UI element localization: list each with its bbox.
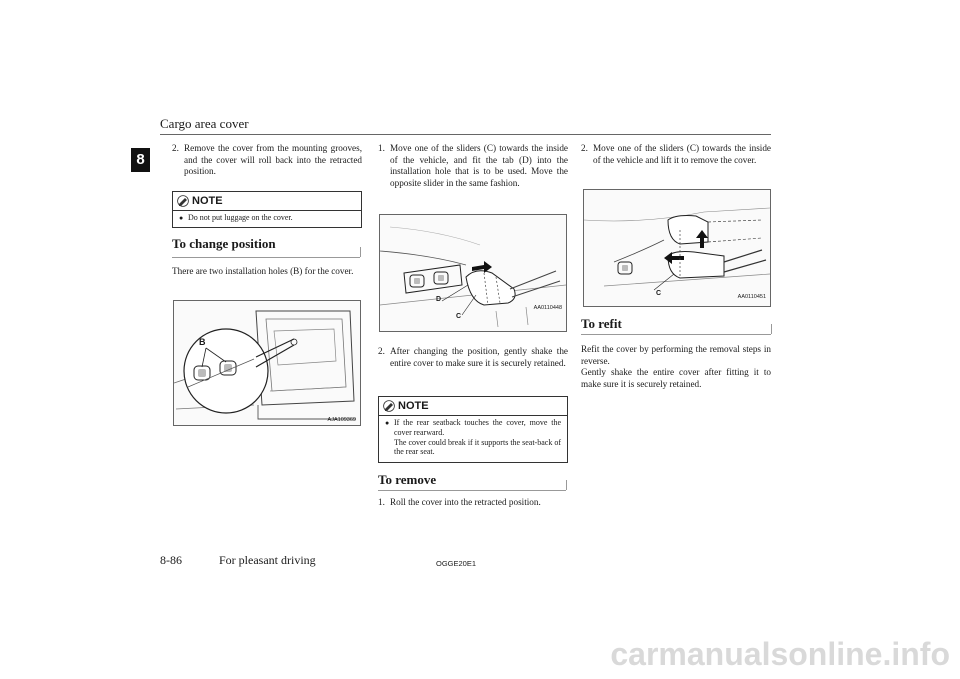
note-label: NOTE bbox=[192, 195, 223, 207]
figure-label-c: C bbox=[656, 290, 662, 297]
section-title-refit: To refit bbox=[581, 316, 622, 331]
bullet-icon: ● bbox=[179, 214, 184, 222]
slider-remove-illustration bbox=[584, 190, 770, 306]
section-title-change-position: To change position bbox=[172, 236, 276, 251]
section-rule bbox=[581, 334, 771, 335]
section-rule-tick bbox=[566, 480, 567, 490]
step-number: 2. bbox=[581, 143, 588, 153]
bullet-icon: ● bbox=[385, 419, 390, 427]
page-header-title: Cargo area cover bbox=[160, 116, 249, 131]
section-title-remove: To remove bbox=[378, 472, 437, 487]
col3-paragraph-2: Gently shake the entire cover after fitting it to make sure it is securely retained. bbox=[581, 367, 771, 389]
step-number: 2. bbox=[378, 346, 385, 356]
figure-slider-remove bbox=[583, 189, 771, 307]
note-label: NOTE bbox=[398, 400, 429, 412]
step-number: 1. bbox=[378, 497, 385, 507]
col2-step-2 bbox=[378, 346, 568, 369]
figure-code: AA0110448 bbox=[533, 305, 562, 311]
note-header bbox=[173, 192, 361, 211]
note-text-line-1: If the rear seatback touches the cover, move the cover rearward. bbox=[394, 418, 561, 437]
figure-code: AJA109369 bbox=[327, 417, 356, 423]
slider-fit-illustration bbox=[380, 215, 566, 331]
section-rule bbox=[378, 490, 566, 491]
note-text: Do not put luggage on the cover. bbox=[188, 213, 293, 222]
note-header bbox=[379, 397, 567, 416]
footer-document-code: OGGE20E1 bbox=[436, 559, 477, 568]
step-number: 2. bbox=[172, 143, 179, 153]
note-pencil-icon bbox=[177, 195, 189, 207]
figure-installation-holes bbox=[173, 300, 361, 426]
watermark: carmanualsonline.info bbox=[610, 636, 950, 672]
note-text-line-2: The cover could break if it supports the seat-back of the rear seat. bbox=[394, 437, 561, 457]
header-rule bbox=[160, 134, 771, 135]
col2-remove-step-1 bbox=[378, 497, 568, 509]
figure-label-d: D bbox=[436, 296, 442, 303]
col2-step-1 bbox=[378, 143, 568, 189]
col1-note-box bbox=[172, 191, 362, 228]
col2-note-box bbox=[378, 396, 568, 463]
col3-paragraph-1: Refit the cover by performing the removal steps in reverse. bbox=[581, 344, 771, 366]
step-text: Move one of the sliders (C) towards the inside of the vehicle, and fit the tab (D) into the installation hole that is to be used. Move the opposite slider in the same fashion. bbox=[390, 143, 568, 188]
step-text: Roll the cover into the retracted position. bbox=[390, 497, 541, 507]
figure-label-c: C bbox=[456, 313, 462, 320]
step-text: Move one of the sliders (C) towards the inside of the vehicle and lift it to remove the cover. bbox=[593, 143, 771, 165]
col3-step-2 bbox=[581, 143, 771, 166]
section-rule-tick bbox=[771, 324, 772, 334]
step-text: After changing the position, gently shake the entire cover to make sure it is securely retained. bbox=[390, 346, 568, 368]
figure-slider-fit bbox=[379, 214, 567, 332]
chapter-tab: 8 bbox=[131, 148, 150, 172]
figure-label-b: B bbox=[199, 337, 206, 347]
step-number: 1. bbox=[378, 143, 385, 153]
section-rule-tick bbox=[360, 247, 361, 257]
col1-paragraph: There are two installation holes (B) for the cover. bbox=[172, 266, 354, 276]
col1-step-2 bbox=[172, 143, 362, 178]
cargo-area-illustration bbox=[174, 301, 360, 425]
note-pencil-icon bbox=[383, 400, 395, 412]
step-text: Remove the cover from the mounting grooves, and the cover will roll back into the retracted position. bbox=[184, 143, 362, 177]
section-rule bbox=[172, 257, 360, 258]
figure-code: AA0110451 bbox=[737, 294, 766, 300]
note-text bbox=[394, 418, 561, 457]
footer-page-number: 8-86 bbox=[160, 553, 182, 567]
footer-section-name: For pleasant driving bbox=[219, 553, 316, 567]
